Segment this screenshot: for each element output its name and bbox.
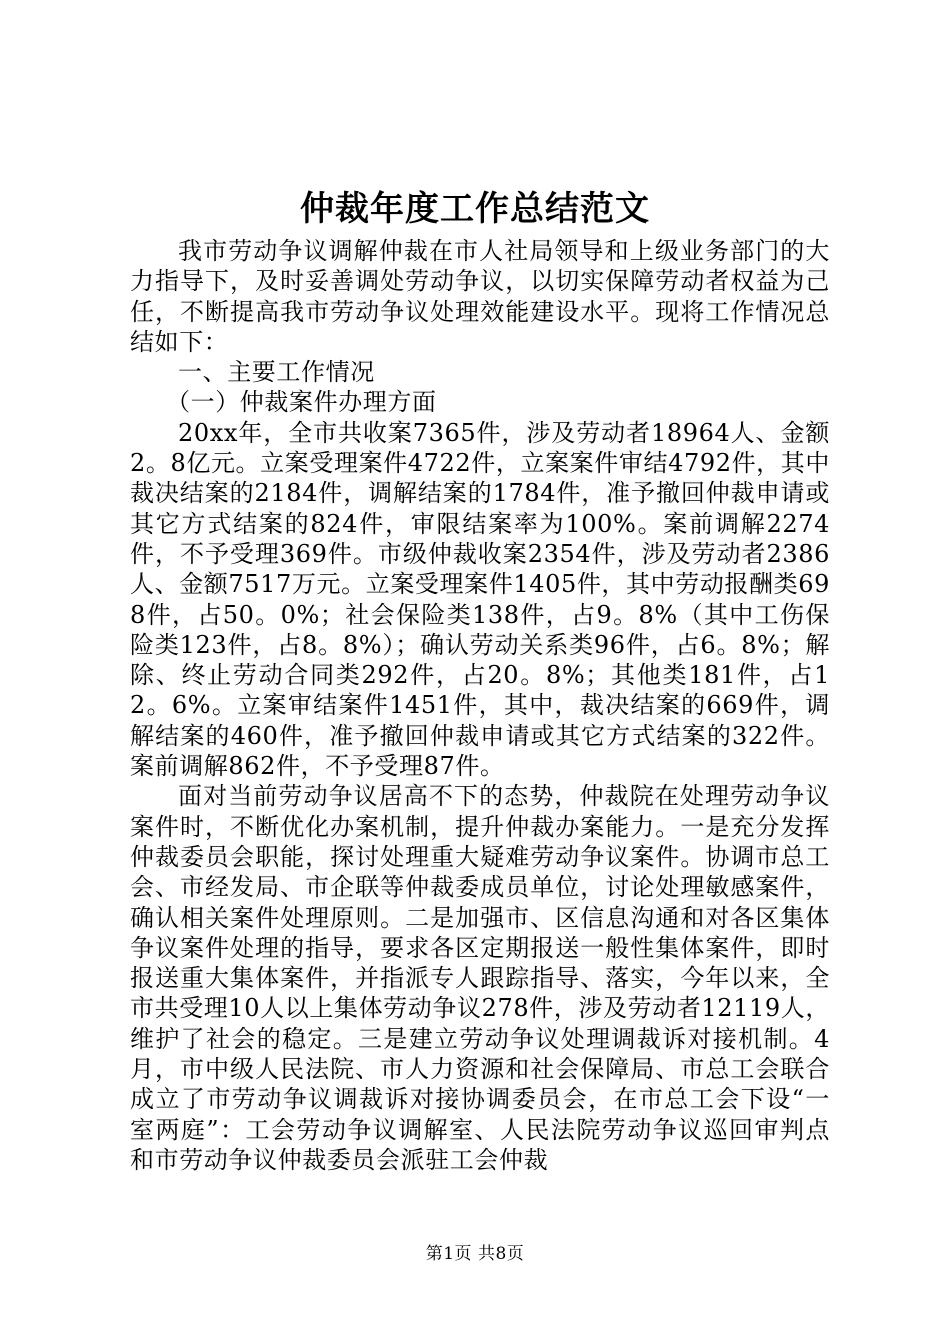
page-footer: 第1页 共8页: [425, 1244, 525, 1264]
document-body: [130, 236, 830, 1175]
subsection-heading: （一）仲裁案件办理方面: [166, 388, 437, 417]
intro-paragraph: 我市劳动争议调解仲裁在市人社局领导和上级业务部门的大力指导下，及时妥善调处劳动争议，以切实保障劳动者权益为己任，不断提高我市劳动争议处理效能建设水平。现将工作情况总结如下：: [130, 237, 830, 356]
statistics-paragraph: 20xx年，全市共收案7365件，涉及劳动者18964人、金额2。8亿元。立案受理案件4722件，立案案件审结4792件，其中裁决结案的2184件，调解结案的1784件，准予撤回仲裁申请或其它方式结案的824件，审限结案率为100%。案前调解2274件，不予受理369件。市级仲裁收案2354件，涉及劳动者2386人、金额7517万元。立案受理案件1405件，其中劳动报酬类698件，占50。0%；社会保险类138件，占9。8%（其中工伤保险类123件，占8。8%）；确认劳动关系类96件，占6。8%；解除、终止劳动合同类292件，占20。8%；其他类181件，占12。6%。立案审结案件1451件，其中，裁决结案的669件，调解结案的460件，准予撤回仲裁申请或其它方式结案的322件。案前调解862件，不予受理87件。: [130, 418, 830, 781]
document-title: 仲裁年度工作总结范文: [300, 189, 650, 229]
section-heading: 一、主要工作情况: [178, 358, 375, 387]
measures-paragraph: 面对当前劳动争议居高不下的态势，仲裁院在处理劳动争议案件时，不断优化办案机制，提升仲裁办案能力。一是充分发挥仲裁委员会职能，探讨处理重大疑难劳动争议案件。协调市总工会、市经发局、市企联等仲裁委成员单位，讨论处理敏感案件，确认相关案件处理原则。二是加强市、区信息沟通和对各区集体争议案件处理的指导，要求各区定期报送一般性集体案件，即时报送重大集体案件，并指派专人跟踪指导、落实，今年以来，全市共受理10人以上集体劳动争议278件，涉及劳动者12119人，维护了社会的稳定。三是建立劳动争议处理调裁诉对接机制。4月，市中级人民法院、市人力资源和社会保障局、市总工会联合成立了市劳动争议调裁诉对接协调委员会，在市总工会下设“一室两庭”：工会劳动争议调解室、人民法院劳动争议巡回审判点和市劳动争议仲裁委员会派驻工会仲裁: [130, 782, 830, 1174]
